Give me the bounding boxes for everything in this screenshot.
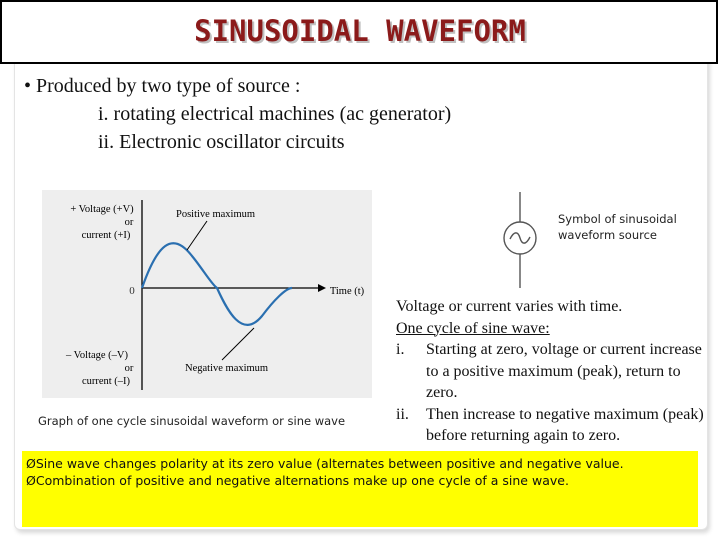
description-item-2-num: ii. xyxy=(396,405,409,423)
description-item-1 xyxy=(396,339,712,404)
graph-caption: Graph of one cycle sinusoidal waveform or sine wave xyxy=(38,414,346,428)
x-axis-label: Time (t) xyxy=(329,286,365,297)
description-heading: One cycle of sine wave: xyxy=(396,319,550,337)
description-item-1-text: Starting at zero, voltage or current increase to a positive maximum (peak), return to zero. xyxy=(426,341,702,401)
bullet-sub-1: i. rotating electrical machines (ac generator) xyxy=(98,103,452,125)
highlight-line-2: ØCombination of positive and negative alternations make up one cycle of a sine wave. xyxy=(26,473,569,488)
y-top-label-1: + Voltage (+V) xyxy=(70,204,134,215)
y-bot-label-3: current (–I) xyxy=(81,376,131,387)
sine-wave-svg xyxy=(42,190,372,398)
bullet-main: • Produced by two type of source : xyxy=(24,75,301,97)
negative-max-label: Negative maximum xyxy=(185,363,269,374)
slide-title: SINUSOIDAL WAVEFORM xyxy=(194,14,526,48)
highlight-box xyxy=(22,451,698,527)
y-top-label-2: or xyxy=(124,217,134,228)
highlight-line-1: ØSine wave changes polarity at its zero value (alternates between positive and negative value. xyxy=(26,456,624,471)
description-item-1-num: i. xyxy=(396,341,405,358)
positive-max-arrow xyxy=(187,221,207,250)
zero-label: 0 xyxy=(129,285,135,297)
sine-glyph-icon xyxy=(510,233,530,243)
description-item-2 xyxy=(396,404,712,447)
y-bot-label-2: or xyxy=(124,363,134,374)
sine-wave-curve xyxy=(142,243,292,325)
description-item-2-text: Then increase to negative maximum (peak) before returning again to zero. xyxy=(426,405,704,444)
bullet-sub-2: ii. Electronic oscillator circuits xyxy=(98,131,345,153)
x-axis-arrow xyxy=(318,284,326,292)
y-bot-label-1: – Voltage (–V) xyxy=(65,350,129,361)
negative-max-arrow xyxy=(222,328,254,360)
y-top-label-3: current (+I) xyxy=(81,230,131,241)
description-line-1: Voltage or current varies with time. xyxy=(396,298,623,315)
symbol-caption: Symbol of sinusoidal waveform source xyxy=(558,212,677,242)
positive-max-label: Positive maximum xyxy=(176,209,256,220)
description xyxy=(396,296,712,447)
sine-wave-graph xyxy=(42,190,372,398)
bullet-list xyxy=(24,72,451,156)
